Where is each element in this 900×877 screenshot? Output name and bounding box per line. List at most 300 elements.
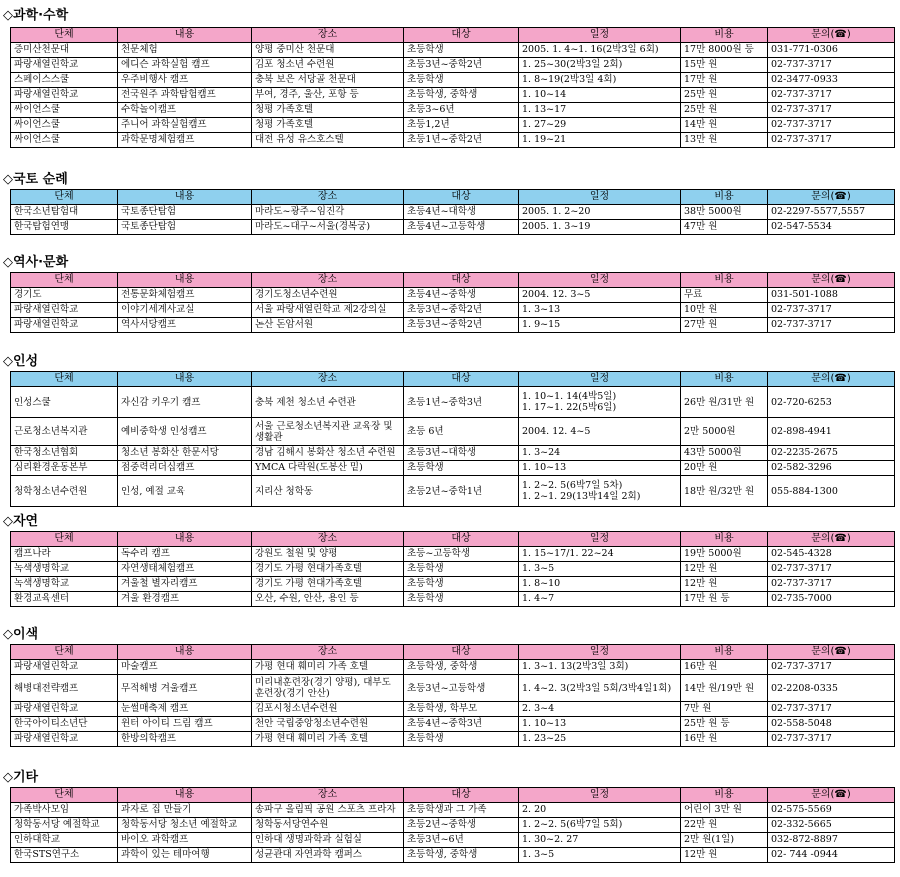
cell-org: 증미산천문대: [11, 43, 118, 58]
cell-place: 부여, 경주, 울산, 포항 등: [252, 88, 404, 103]
column-header-target: 대상: [404, 372, 519, 387]
cell-schedule: 1. 8~19(2박3일 4회): [519, 73, 681, 88]
cell-place: 오산, 수원, 안산, 용인 등: [252, 592, 404, 607]
column-header-place: 장소: [252, 28, 404, 43]
cell-target: 초등학생: [404, 73, 519, 88]
cell-schedule: 1. 10~13: [519, 717, 681, 732]
cell-place: 강원도 철원 및 양평: [252, 547, 404, 562]
cell-place: 송파구 올림픽 공원 스포츠 프라자: [252, 803, 404, 818]
cell-cost: 10만 원: [681, 303, 768, 318]
cell-cost: 17만 8000원 등: [681, 43, 768, 58]
cell-org: 한국청소년협회: [11, 446, 118, 461]
column-header-cost: 비용: [681, 532, 768, 547]
cell-org: 싸이언스쿨: [11, 133, 118, 148]
cell-content: 주니어 과학실험캠프: [118, 118, 252, 133]
column-header-org: 단체: [11, 645, 118, 660]
cell-content: 에디슨 과학실험 캠프: [118, 58, 252, 73]
cell-content: 국토종단탐험: [118, 220, 252, 235]
column-header-target: 대상: [404, 190, 519, 205]
column-header-cost: 비용: [681, 190, 768, 205]
cell-cost: 15만 원: [681, 58, 768, 73]
cell-cost: 12만 원: [681, 562, 768, 577]
section-title: ◇기타: [3, 770, 39, 785]
cell-org: 싸이언스쿨: [11, 103, 118, 118]
cell-place: 성균관대 자연과학 캠퍼스: [252, 848, 404, 863]
cell-schedule: 1. 3~13: [519, 303, 681, 318]
cell-content: 예비중학생 인성캠프: [118, 418, 252, 446]
section-title: ◇국토 순례: [3, 172, 68, 187]
table-row: [11, 58, 895, 73]
cell-schedule: 2005. 1. 2~20: [519, 205, 681, 220]
cell-schedule: 1. 2~2. 5(6박7일 5회): [519, 818, 681, 833]
cell-org: 녹색생명학교: [11, 562, 118, 577]
table-row: [11, 675, 895, 702]
cell-content: 청소년 봉화산 한문서당: [118, 446, 252, 461]
section-title: ◇인성: [3, 354, 39, 369]
table-row: [11, 476, 895, 507]
cell-target: 초등4년~대학생: [404, 205, 519, 220]
cell-target: 초등학생: [404, 562, 519, 577]
table-row: [11, 562, 895, 577]
cell-contact: 02-737-3717: [768, 118, 895, 133]
cell-content: 윈터 아이티 드림 캠프: [118, 717, 252, 732]
cell-target: 초등2년~중학1년: [404, 476, 519, 507]
section-title: ◇자연: [3, 514, 39, 529]
cell-cost: 무료: [681, 288, 768, 303]
cell-content: 인성, 예절 교육: [118, 476, 252, 507]
cell-org: 한국소년탐험대: [11, 205, 118, 220]
table-row: [11, 103, 895, 118]
cell-schedule: 1. 3~24: [519, 446, 681, 461]
column-header-contact: 문의(☎): [768, 273, 895, 288]
cell-target: 초등3년~대학생: [404, 446, 519, 461]
cell-contact: 02-737-3717: [768, 660, 895, 675]
cell-cost: 14만 원: [681, 118, 768, 133]
cell-org: 한국탐험연맹: [11, 220, 118, 235]
cell-cost: 18만 원/32만 원: [681, 476, 768, 507]
schedule-table: [10, 644, 895, 747]
cell-contact: 02-558-5048: [768, 717, 895, 732]
cell-contact: 02-575-5569: [768, 803, 895, 818]
table-row: [11, 577, 895, 592]
column-header-content: 내용: [118, 190, 252, 205]
cell-target: 초등3년~중학2년: [404, 58, 519, 73]
cell-org: 해병대전략캠프: [11, 675, 118, 702]
cell-schedule: 1. 3~1. 13(2박3일 3회): [519, 660, 681, 675]
table-row: [11, 133, 895, 148]
cell-cost: 25만 원: [681, 88, 768, 103]
table-row: [11, 803, 895, 818]
cell-content: 한방의학캠프: [118, 732, 252, 747]
column-header-cost: 비용: [681, 645, 768, 660]
cell-target: 초등학생, 중학생: [404, 88, 519, 103]
cell-contact: 02-737-3717: [768, 562, 895, 577]
cell-org: 심리환경운동본부: [11, 461, 118, 476]
cell-place: 천안 국립중앙청소년수련원: [252, 717, 404, 732]
column-header-schedule: 일정: [519, 645, 681, 660]
cell-contact: 02-735-7000: [768, 592, 895, 607]
cell-org: 한국아이티소년단: [11, 717, 118, 732]
cell-contact: 02-737-3717: [768, 732, 895, 747]
column-header-place: 장소: [252, 273, 404, 288]
cell-org: 한국STS연구소: [11, 848, 118, 863]
cell-place: 논산 돈암서원: [252, 318, 404, 333]
table-row: [11, 88, 895, 103]
cell-contact: 02- 744 -0944: [768, 848, 895, 863]
cell-contact: 02-737-3717: [768, 702, 895, 717]
cell-org: 가족박사모임: [11, 803, 118, 818]
cell-place: 서울 파랑새열린학교 제2강의실: [252, 303, 404, 318]
cell-cost: 12만 원: [681, 848, 768, 863]
cell-cost: 7만 원: [681, 702, 768, 717]
cell-target: 초등학생: [404, 461, 519, 476]
cell-target: 초등학생: [404, 43, 519, 58]
cell-content: 과자로 집 만들기: [118, 803, 252, 818]
column-header-cost: 비용: [681, 372, 768, 387]
cell-schedule: 2. 3~4: [519, 702, 681, 717]
cell-content: 천문체험: [118, 43, 252, 58]
schedule-table: [10, 189, 895, 235]
table-row: [11, 118, 895, 133]
column-header-contact: 문의(☎): [768, 788, 895, 803]
header-row: [11, 273, 895, 288]
cell-org: 파랑새열린학교: [11, 732, 118, 747]
cell-contact: 02-582-3296: [768, 461, 895, 476]
cell-content: 이야기세계사교실: [118, 303, 252, 318]
cell-content: 과학이 있는 테마여행: [118, 848, 252, 863]
cell-place: 가평 현대 훼미리 가족 호텔: [252, 732, 404, 747]
schedule-table: [10, 272, 895, 333]
header-row: [11, 645, 895, 660]
header-row: [11, 372, 895, 387]
cell-target: 초등학생과 그 가족: [404, 803, 519, 818]
cell-schedule: 2005. 1. 4~1. 16(2박3일 6회): [519, 43, 681, 58]
cell-content: 자신감 키우기 캠프: [118, 387, 252, 418]
cell-contact: 02-737-3717: [768, 103, 895, 118]
cell-contact: 02-737-3717: [768, 133, 895, 148]
cell-schedule: 1. 10~14: [519, 88, 681, 103]
section-title: ◇역사·문화: [3, 255, 69, 270]
column-header-target: 대상: [404, 532, 519, 547]
cell-target: 초등1년~중학2년: [404, 133, 519, 148]
cell-contact: 02-547-5534: [768, 220, 895, 235]
cell-contact: 02-737-3717: [768, 58, 895, 73]
cell-schedule: 2. 20: [519, 803, 681, 818]
section-title: ◇이색: [3, 627, 39, 642]
header-row: [11, 532, 895, 547]
cell-place: 김포 청소년 수련원: [252, 58, 404, 73]
cell-target: 초등2년~중학생: [404, 818, 519, 833]
cell-content: 우주비행사 캠프: [118, 73, 252, 88]
cell-place: 경기도 가평 현대가족호텔: [252, 562, 404, 577]
cell-schedule: 1. 9~15: [519, 318, 681, 333]
cell-place: 경기도청소년수련원: [252, 288, 404, 303]
cell-cost: 25만 원 등: [681, 717, 768, 732]
cell-target: 초등3년~고등학생: [404, 675, 519, 702]
cell-target: 초등학생, 중학생: [404, 848, 519, 863]
cell-cost: 20만 원: [681, 461, 768, 476]
cell-place: 양평 중미산 천문대: [252, 43, 404, 58]
cell-place: 서울 근로청소년복지관 교육장 및 생활관: [252, 418, 404, 446]
column-header-org: 단체: [11, 788, 118, 803]
cell-schedule: 2005. 1. 3~19: [519, 220, 681, 235]
cell-schedule: 1. 8~10: [519, 577, 681, 592]
cell-cost: 어린이 3만 원: [681, 803, 768, 818]
cell-target: 초등4년~중학생: [404, 288, 519, 303]
column-header-target: 대상: [404, 645, 519, 660]
cell-cost: 38만 5000원: [681, 205, 768, 220]
cell-schedule: 1. 23~25: [519, 732, 681, 747]
cell-place: 김포시청소년수련원: [252, 702, 404, 717]
cell-cost: 19만 5000원: [681, 547, 768, 562]
column-header-cost: 비용: [681, 28, 768, 43]
cell-place: 청평 가족호텔: [252, 103, 404, 118]
table-row: [11, 446, 895, 461]
cell-place: 지리산 청학동: [252, 476, 404, 507]
cell-content: 무적해병 겨울캠프: [118, 675, 252, 702]
column-header-schedule: 일정: [519, 372, 681, 387]
cell-contact: 02-332-5665: [768, 818, 895, 833]
table-row: [11, 818, 895, 833]
table-row: [11, 702, 895, 717]
cell-schedule: 1. 15~17/1. 22~24: [519, 547, 681, 562]
cell-content: 바이오 과학캠프: [118, 833, 252, 848]
cell-target: 초등학생: [404, 592, 519, 607]
cell-org: 파랑새열린학교: [11, 318, 118, 333]
column-header-schedule: 일정: [519, 532, 681, 547]
cell-org: 경기도: [11, 288, 118, 303]
cell-org: 캠프나라: [11, 547, 118, 562]
cell-place: 충북 보은 서당골 천문대: [252, 73, 404, 88]
column-header-place: 장소: [252, 372, 404, 387]
cell-content: 겨울 환경캠프: [118, 592, 252, 607]
cell-org: 파랑새열린학교: [11, 660, 118, 675]
cell-cost: 2만 원(1일): [681, 833, 768, 848]
cell-target: 초등4년~중학3년: [404, 717, 519, 732]
cell-org: 파랑새열린학교: [11, 702, 118, 717]
column-header-contact: 문의(☎): [768, 532, 895, 547]
cell-contact: 02-2208-0335: [768, 675, 895, 702]
table-row: [11, 43, 895, 58]
table-row: [11, 833, 895, 848]
table-row: [11, 547, 895, 562]
cell-schedule: 1. 4~2. 3(2박3일 5회/3박4일1회): [519, 675, 681, 702]
cell-org: 청학동서당 예절학교: [11, 818, 118, 833]
cell-content: 마술캠프: [118, 660, 252, 675]
schedule-table: [10, 371, 895, 507]
column-header-contact: 문의(☎): [768, 190, 895, 205]
column-header-content: 내용: [118, 273, 252, 288]
cell-contact: 02-3477-0933: [768, 73, 895, 88]
table-row: [11, 592, 895, 607]
cell-schedule: 1. 10~1. 14(4박5일) 1. 17~1. 22(5박6일): [519, 387, 681, 418]
cell-contact: 02-737-3717: [768, 303, 895, 318]
table-row: [11, 387, 895, 418]
cell-content: 눈썰매축제 캠프: [118, 702, 252, 717]
column-header-content: 내용: [118, 532, 252, 547]
cell-content: 역사서당캠프: [118, 318, 252, 333]
cell-schedule: 2004. 12. 4~5: [519, 418, 681, 446]
cell-schedule: 1. 25~30(2박3일 2회): [519, 58, 681, 73]
cell-cost: 16만 원: [681, 732, 768, 747]
table-row: [11, 660, 895, 675]
cell-content: 자연생태체험캠프: [118, 562, 252, 577]
cell-place: 경기도 가평 현대가족호텔: [252, 577, 404, 592]
column-header-place: 장소: [252, 788, 404, 803]
cell-cost: 26만 원/31만 원: [681, 387, 768, 418]
cell-contact: 02-737-3717: [768, 577, 895, 592]
cell-contact: 031-501-1088: [768, 288, 895, 303]
cell-place: 대전 유성 유스호스텔: [252, 133, 404, 148]
table-row: [11, 318, 895, 333]
cell-org: 파랑새열린학교: [11, 88, 118, 103]
cell-place: 마라도~광주~임진각: [252, 205, 404, 220]
cell-cost: 12만 원: [681, 577, 768, 592]
cell-place: 경남 김해시 봉화산 청소년 수련원: [252, 446, 404, 461]
header-row: [11, 190, 895, 205]
cell-target: 초등학생: [404, 577, 519, 592]
cell-target: 초등3년~6년: [404, 833, 519, 848]
schedule-table: [10, 787, 895, 863]
cell-target: 초등1년~중학3년: [404, 387, 519, 418]
cell-contact: 02-720-6253: [768, 387, 895, 418]
column-header-schedule: 일정: [519, 190, 681, 205]
cell-schedule: 1. 3~5: [519, 562, 681, 577]
cell-schedule: 1. 10~13: [519, 461, 681, 476]
schedule-table: [10, 531, 895, 607]
cell-cost: 17만 원: [681, 73, 768, 88]
cell-place: YMCA 다락원(도봉산 밑): [252, 461, 404, 476]
column-header-org: 단체: [11, 273, 118, 288]
column-header-contact: 문의(☎): [768, 645, 895, 660]
cell-target: 초등3년~중학2년: [404, 303, 519, 318]
cell-cost: 25만 원: [681, 103, 768, 118]
cell-schedule: 1. 13~17: [519, 103, 681, 118]
cell-org: 인하대학교: [11, 833, 118, 848]
cell-content: 청학동서당 청소년 예절학교: [118, 818, 252, 833]
cell-schedule: 1. 19~21: [519, 133, 681, 148]
column-header-schedule: 일정: [519, 788, 681, 803]
cell-org: 스페이스스쿨: [11, 73, 118, 88]
table-row: [11, 732, 895, 747]
column-header-place: 장소: [252, 645, 404, 660]
cell-target: 초등학생, 중학생: [404, 660, 519, 675]
cell-org: 근로청소년복지관: [11, 418, 118, 446]
table-row: [11, 418, 895, 446]
column-header-org: 단체: [11, 372, 118, 387]
cell-content: 국토종단탐험: [118, 205, 252, 220]
column-header-contact: 문의(☎): [768, 372, 895, 387]
column-header-org: 단체: [11, 532, 118, 547]
cell-target: 초등 6년: [404, 418, 519, 446]
cell-cost: 13만 원: [681, 133, 768, 148]
cell-content: 전국원주 과학탐험캠프: [118, 88, 252, 103]
column-header-contact: 문의(☎): [768, 28, 895, 43]
table-row: [11, 205, 895, 220]
cell-target: 초등~고등학생: [404, 547, 519, 562]
column-header-schedule: 일정: [519, 28, 681, 43]
table-row: [11, 288, 895, 303]
table-row: [11, 848, 895, 863]
cell-target: 초등3~6년: [404, 103, 519, 118]
cell-contact: 032-872-8897: [768, 833, 895, 848]
header-row: [11, 28, 895, 43]
cell-place: 충북 제천 청소년 수련관: [252, 387, 404, 418]
column-header-target: 대상: [404, 788, 519, 803]
cell-place: 인하대 생명과학과 실험실: [252, 833, 404, 848]
cell-contact: 02-2235-2675: [768, 446, 895, 461]
column-header-org: 단체: [11, 190, 118, 205]
table-row: [11, 303, 895, 318]
cell-schedule: 1. 27~29: [519, 118, 681, 133]
cell-schedule: 1. 3~5: [519, 848, 681, 863]
cell-content: 과학문명체험캠프: [118, 133, 252, 148]
column-header-content: 내용: [118, 28, 252, 43]
table-row: [11, 461, 895, 476]
cell-place: 가평 현대 훼미리 가족 호텔: [252, 660, 404, 675]
cell-cost: 47만 원: [681, 220, 768, 235]
column-header-schedule: 일정: [519, 273, 681, 288]
cell-org: 인성스쿨: [11, 387, 118, 418]
cell-place: 미리내훈련장(경기 양평), 대부도 훈련장(경기 안산): [252, 675, 404, 702]
cell-content: 독수리 캠프: [118, 547, 252, 562]
cell-place: 청평 가족호텔: [252, 118, 404, 133]
cell-cost: 16만 원: [681, 660, 768, 675]
cell-target: 초등3년~중학2년: [404, 318, 519, 333]
cell-contact: 02-737-3717: [768, 88, 895, 103]
column-header-content: 내용: [118, 372, 252, 387]
column-header-content: 내용: [118, 645, 252, 660]
cell-content: 수학놀이캠프: [118, 103, 252, 118]
column-header-org: 단체: [11, 28, 118, 43]
cell-contact: 055-884-1300: [768, 476, 895, 507]
cell-org: 환경교육센터: [11, 592, 118, 607]
cell-contact: 031-771-0306: [768, 43, 895, 58]
cell-schedule: 1. 30~2. 27: [519, 833, 681, 848]
cell-contact: 02-2297-5577,5557: [768, 205, 895, 220]
column-header-place: 장소: [252, 532, 404, 547]
cell-cost: 43만 5000원: [681, 446, 768, 461]
schedule-table: [10, 27, 895, 148]
table-row: [11, 220, 895, 235]
table-row: [11, 717, 895, 732]
cell-contact: 02-545-4328: [768, 547, 895, 562]
cell-contact: 02-898-4941: [768, 418, 895, 446]
section-title: ◇과학·수학: [3, 8, 69, 23]
cell-org: 녹색생명학교: [11, 577, 118, 592]
cell-cost: 27만 원: [681, 318, 768, 333]
column-header-place: 장소: [252, 190, 404, 205]
cell-target: 초등4년~고등학생: [404, 220, 519, 235]
column-header-cost: 비용: [681, 788, 768, 803]
cell-org: 파랑새열린학교: [11, 303, 118, 318]
column-header-content: 내용: [118, 788, 252, 803]
cell-content: 겨울철 별자리캠프: [118, 577, 252, 592]
cell-place: 마라도~대구~서울(경복궁): [252, 220, 404, 235]
cell-schedule: 2004. 12. 3~5: [519, 288, 681, 303]
header-row: [11, 788, 895, 803]
table-row: [11, 73, 895, 88]
cell-org: 청학청소년수련원: [11, 476, 118, 507]
cell-target: 초등1,2년: [404, 118, 519, 133]
cell-target: 초등학생: [404, 732, 519, 747]
cell-contact: 02-737-3717: [768, 318, 895, 333]
column-header-cost: 비용: [681, 273, 768, 288]
cell-cost: 22만 원: [681, 818, 768, 833]
cell-place: 청학동서당연수원: [252, 818, 404, 833]
cell-cost: 17만 원 등: [681, 592, 768, 607]
cell-target: 초등학생, 학부모: [404, 702, 519, 717]
